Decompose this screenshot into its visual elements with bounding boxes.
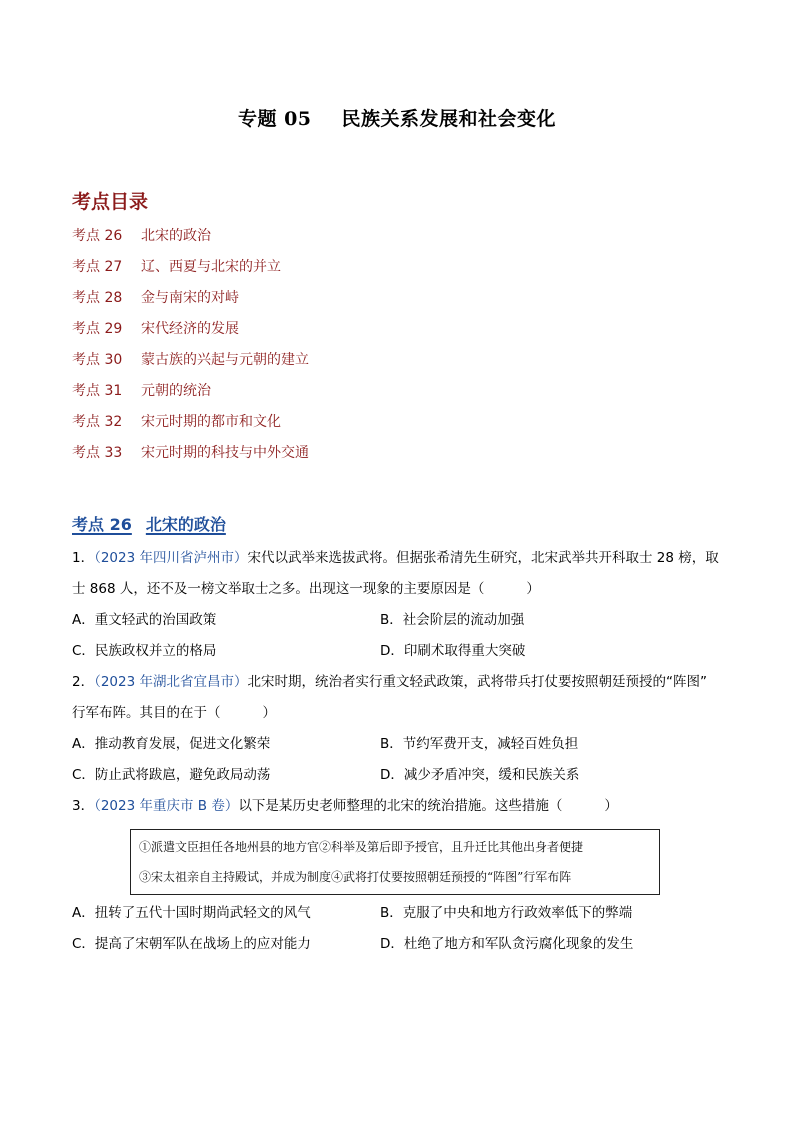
question-stem: 北宋时期，统治者实行重文轻武政策，武将带兵打仗要按照朝廷预授的“阵图”	[247, 674, 707, 690]
toc-item-number: 考点 32	[72, 414, 123, 430]
question-number: 3．	[72, 798, 95, 814]
option-a[interactable]: A．扭转了五代十国时期尚武轻文的风气	[72, 905, 311, 921]
question-stem-end: ）	[526, 581, 540, 597]
toc-item-number: 考点 29	[72, 321, 123, 337]
question-2-line-1	[72, 672, 707, 692]
toc-item[interactable]	[72, 412, 309, 443]
measures-line-2: ③宋太祖亲自主持殿试，并成为制度④武将打仗要按照朝廷预授的“阵图”行军布阵	[139, 870, 572, 884]
question-1-line-1	[72, 548, 719, 568]
question-stem: 行军布阵。其目的在于（	[72, 705, 221, 721]
toc-item-title: 蒙古族的兴起与元朝的建立	[141, 352, 309, 368]
measures-box	[130, 829, 660, 895]
toc-item[interactable]	[72, 443, 309, 474]
question-source: （2023 年四川省泸州市）	[94, 550, 248, 566]
toc-item-number: 考点 31	[72, 383, 123, 399]
toc-item-number: 考点 28	[72, 290, 123, 306]
question-3-line-1	[72, 796, 618, 816]
toc-item-title: 元朝的统治	[141, 383, 211, 399]
toc-item[interactable]	[72, 319, 309, 350]
question-stem: 以下是某历史老师整理的北宋的统治措施。这些措施（	[238, 798, 563, 814]
toc-list	[72, 226, 309, 474]
option-b[interactable]: B．节约军费开支，减轻百姓负担	[380, 736, 579, 752]
topic-name: 民族关系发展和社会变化	[341, 108, 557, 130]
page-title	[0, 104, 794, 131]
option-c[interactable]: C．民族政权并立的格局	[72, 643, 217, 659]
option-d[interactable]: D．减少矛盾冲突，缓和民族关系	[380, 767, 580, 783]
question-stem: 宋代以武举来选拔武将。但据张希清先生研究，北宋武举共开科取士 28 榜，取	[247, 550, 719, 566]
toc-item[interactable]	[72, 226, 309, 257]
option-a[interactable]: A．重文轻武的治国政策	[72, 612, 217, 628]
toc-item-number: 考点 26	[72, 228, 123, 244]
measures-line-1: ①派遣文臣担任各地州县的地方官②科举及第后即予授官，且升迁比其他出身者便捷	[139, 840, 584, 854]
question-stem-end: ）	[604, 798, 618, 814]
question-stem: 士 868 人，还不及一榜文举取士之多。出现这一现象的主要原因是（	[72, 581, 485, 597]
option-b[interactable]: B．克服了中央和地方行政效率低下的弊端	[380, 905, 633, 921]
toc-item-number: 考点 27	[72, 259, 123, 275]
topic-number: 专题 05	[237, 108, 312, 130]
option-c[interactable]: C．提高了宋朝军队在战场上的应对能力	[72, 936, 311, 952]
option-a[interactable]: A．推动教育发展，促进文化繁荣	[72, 736, 271, 752]
toc-item-number: 考点 30	[72, 352, 123, 368]
toc-item[interactable]	[72, 350, 309, 381]
option-b[interactable]: B．社会阶层的流动加强	[380, 612, 525, 628]
toc-item[interactable]	[72, 381, 309, 412]
toc-item-title: 辽、西夏与北宋的并立	[141, 259, 281, 275]
option-d[interactable]: D．印刷术取得重大突破	[380, 643, 526, 659]
section-number: 考点 26	[72, 515, 132, 534]
question-stem-end: ）	[262, 705, 276, 721]
section-title: 北宋的政治	[145, 515, 226, 534]
toc-item-title: 宋元时期的都市和文化	[141, 414, 281, 430]
question-source: （2023 年湖北省宜昌市）	[94, 674, 248, 690]
question-1-line-2	[72, 579, 540, 599]
option-d[interactable]: D．杜绝了地方和军队贪污腐化现象的发生	[380, 936, 634, 952]
option-c[interactable]: C．防止武将跋扈，避免政局动荡	[72, 767, 271, 783]
question-2-line-2	[72, 703, 276, 723]
toc-item-number: 考点 33	[72, 445, 123, 461]
toc-item-title: 宋代经济的发展	[141, 321, 239, 337]
toc-item-title: 宋元时期的科技与中外交通	[141, 445, 309, 461]
toc-item[interactable]	[72, 257, 309, 288]
toc-item-title: 金与南宋的对峙	[141, 290, 239, 306]
question-number: 2．	[72, 674, 95, 690]
toc-item-title: 北宋的政治	[141, 228, 211, 244]
question-source: （2023 年重庆市 B 卷）	[94, 798, 239, 814]
toc-heading: 考点目录	[72, 191, 149, 213]
section-heading	[72, 512, 226, 535]
toc-item[interactable]	[72, 288, 309, 319]
question-number: 1．	[72, 550, 95, 566]
